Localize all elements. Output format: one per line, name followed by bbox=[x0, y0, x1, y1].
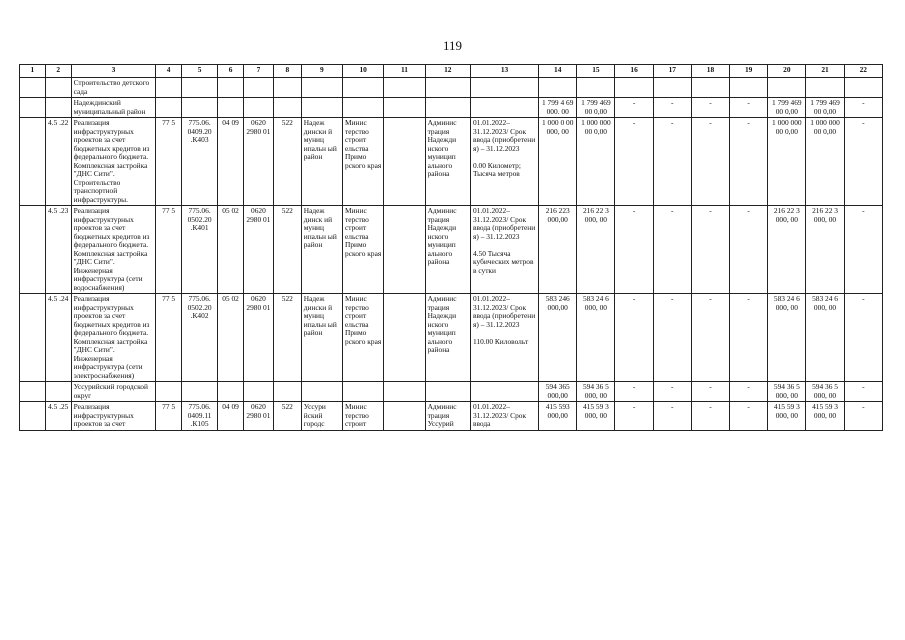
table-cell: 0620 2980 01 bbox=[243, 118, 273, 206]
table-cell: 05 02 bbox=[218, 206, 244, 294]
table-cell bbox=[384, 294, 425, 382]
table-cell bbox=[243, 78, 273, 98]
table-cell: Строительство детского сада bbox=[71, 78, 156, 98]
header-cell: 20 bbox=[768, 65, 806, 78]
table-cell: - bbox=[615, 98, 653, 118]
table-cell: 522 bbox=[273, 118, 301, 206]
table-cell bbox=[470, 78, 538, 98]
table-cell: Реализация инфраструктурных проектов за счет bbox=[71, 402, 156, 431]
page-number: 119 bbox=[442, 38, 463, 53]
table-cell: 77 5 bbox=[156, 294, 182, 382]
header-row bbox=[20, 65, 883, 78]
table-cell: Уссури йский городс bbox=[301, 402, 342, 431]
header-cell: 3 bbox=[71, 65, 156, 78]
table-cell: - bbox=[844, 118, 882, 206]
table-cell: 01.01.2022– 31.12.2023/ Срок ввода bbox=[470, 402, 538, 431]
table-cell bbox=[730, 78, 768, 98]
header-cell: 10 bbox=[343, 65, 384, 78]
table-cell: 1 000 0 00 000, 00 bbox=[539, 118, 577, 206]
table-row bbox=[20, 294, 883, 382]
table-cell bbox=[45, 78, 71, 98]
table-cell: Админис трация Надежди нского муницип ального района bbox=[425, 118, 470, 206]
table-cell: 4.5 .23 bbox=[45, 206, 71, 294]
budget-table bbox=[19, 64, 883, 431]
table-cell: 583 246 000,00 bbox=[539, 294, 577, 382]
table-cell: Реализация инфраструктурных проектов за счет бюджетных кредитов из федерального бюджета. Комплексная застройка "ДНС Сити". Строительство транспортной инфраструктуры. bbox=[71, 118, 156, 206]
table-cell bbox=[425, 98, 470, 118]
table-cell bbox=[384, 118, 425, 206]
table-cell bbox=[384, 98, 425, 118]
table-cell bbox=[768, 78, 806, 98]
table-cell bbox=[343, 382, 384, 402]
table-cell bbox=[539, 78, 577, 98]
table-cell: 01.01.2022– 31.12.2023/ Срок ввода (приобретени я) – 31.12.2023 4.50 Тысяча кубических метров в сутки bbox=[470, 206, 538, 294]
table-cell bbox=[844, 78, 882, 98]
table-cell bbox=[577, 78, 615, 98]
table-cell: - bbox=[730, 98, 768, 118]
table-cell: 0620 2980 01 bbox=[243, 206, 273, 294]
table-cell: 216 22 3 000, 00 bbox=[806, 206, 844, 294]
header-cell: 16 bbox=[615, 65, 653, 78]
table-cell: 0620 2980 01 bbox=[243, 294, 273, 382]
table-cell: - bbox=[615, 382, 653, 402]
table-cell: - bbox=[730, 382, 768, 402]
header-cell: 7 bbox=[243, 65, 273, 78]
table-cell: 4.5 .24 bbox=[45, 294, 71, 382]
table-cell: 0620 2980 01 bbox=[243, 402, 273, 431]
table-cell bbox=[243, 98, 273, 118]
table-cell: 04 09 bbox=[218, 402, 244, 431]
header-cell: 22 bbox=[844, 65, 882, 78]
table-cell bbox=[425, 78, 470, 98]
table-cell bbox=[20, 206, 46, 294]
table-cell: 594 365 000,00 bbox=[539, 382, 577, 402]
table-cell bbox=[301, 98, 342, 118]
table-cell: - bbox=[844, 294, 882, 382]
header-cell: 8 bbox=[273, 65, 301, 78]
table-cell: 1 799 469 00 0,00 bbox=[768, 98, 806, 118]
table-cell bbox=[301, 382, 342, 402]
table-cell: Надеж дински й муниц ипальн ый район bbox=[301, 118, 342, 206]
table-cell: - bbox=[691, 98, 729, 118]
header-cell: 18 bbox=[691, 65, 729, 78]
table-cell bbox=[156, 98, 182, 118]
table-cell: 1 000 000 00 0,00 bbox=[768, 118, 806, 206]
table-cell: Надеж динск ий муниц ипальн ый район bbox=[301, 206, 342, 294]
table-cell: - bbox=[653, 294, 691, 382]
table-cell: 1 799 469 00 0,00 bbox=[577, 98, 615, 118]
table-cell: 594 36 5 000, 00 bbox=[806, 382, 844, 402]
header-cell: 12 bbox=[425, 65, 470, 78]
table-cell: Надеж дински й муниц ипальн ый район bbox=[301, 294, 342, 382]
table-cell: Админис трация Уссурий bbox=[425, 402, 470, 431]
table-cell: 05 02 bbox=[218, 294, 244, 382]
table-row bbox=[20, 402, 883, 431]
table-cell: 775.06. 0409.20 .К403 bbox=[182, 118, 218, 206]
table-cell bbox=[20, 78, 46, 98]
table-cell: - bbox=[730, 206, 768, 294]
header-cell: 4 bbox=[156, 65, 182, 78]
table-cell: 415 59 3 000, 00 bbox=[768, 402, 806, 431]
header-cell: 11 bbox=[384, 65, 425, 78]
table-cell bbox=[218, 382, 244, 402]
table-cell: 4.5 .22 bbox=[45, 118, 71, 206]
table-cell: Реализация инфраструктурных проектов за счет бюджетных кредитов из федерального бюджета. Комплексная застройка "ДНС Сити". Инженерная инфраструктура (сети водоснабжения) bbox=[71, 206, 156, 294]
table-cell bbox=[691, 78, 729, 98]
table-cell: 01.01.2022– 31.12.2023/ Срок ввода (приобретени я) – 31.12.2023 0.00 Километр; Тысяча метров bbox=[470, 118, 538, 206]
table-cell: 1 000 000 00 0,00 bbox=[806, 118, 844, 206]
table-cell bbox=[425, 382, 470, 402]
table-cell bbox=[45, 382, 71, 402]
header-cell: 6 bbox=[218, 65, 244, 78]
table-cell bbox=[384, 402, 425, 431]
table-cell: 415 593 000,00 bbox=[539, 402, 577, 431]
header-cell: 9 bbox=[301, 65, 342, 78]
table-cell bbox=[156, 382, 182, 402]
table-cell: 522 bbox=[273, 294, 301, 382]
table-cell bbox=[343, 98, 384, 118]
table-cell: - bbox=[730, 118, 768, 206]
table-cell: - bbox=[730, 294, 768, 382]
table-cell: Админис трация Надежди нского муницип ального района bbox=[425, 294, 470, 382]
table-cell: 775.06. 0502.20 .К402 bbox=[182, 294, 218, 382]
table-cell: 77 5 bbox=[156, 402, 182, 431]
table-cell bbox=[182, 78, 218, 98]
table-cell bbox=[182, 382, 218, 402]
table-cell bbox=[243, 382, 273, 402]
table-row bbox=[20, 206, 883, 294]
table-cell: 583 24 6 000, 00 bbox=[768, 294, 806, 382]
header-cell: 1 bbox=[20, 65, 46, 78]
table-cell bbox=[273, 382, 301, 402]
table-cell bbox=[156, 78, 182, 98]
table-cell bbox=[20, 402, 46, 431]
table-cell: 1 799 4 69 000. 00 bbox=[539, 98, 577, 118]
table-cell bbox=[615, 78, 653, 98]
table-cell: 77 5 bbox=[156, 118, 182, 206]
table-cell: - bbox=[844, 402, 882, 431]
table-cell: Минис терство строит ельства Примо рского края bbox=[343, 206, 384, 294]
table-cell: - bbox=[615, 118, 653, 206]
table-cell bbox=[301, 78, 342, 98]
table-cell: - bbox=[691, 118, 729, 206]
table-cell bbox=[20, 98, 46, 118]
header-cell: 19 bbox=[730, 65, 768, 78]
table-row bbox=[20, 78, 883, 98]
table-cell bbox=[653, 78, 691, 98]
table-cell: 415 59 3 000, 00 bbox=[806, 402, 844, 431]
table-cell bbox=[343, 78, 384, 98]
table-cell: - bbox=[844, 98, 882, 118]
table-cell bbox=[806, 78, 844, 98]
table-cell: - bbox=[730, 402, 768, 431]
table-cell bbox=[470, 382, 538, 402]
table-cell: 216 223 000,00 bbox=[539, 206, 577, 294]
table-cell: - bbox=[844, 382, 882, 402]
header-cell: 21 bbox=[806, 65, 844, 78]
table-row bbox=[20, 382, 883, 402]
table-cell: 594 36 5 000, 00 bbox=[768, 382, 806, 402]
table-cell: - bbox=[691, 206, 729, 294]
table-cell bbox=[20, 118, 46, 206]
table-cell: - bbox=[615, 294, 653, 382]
table-cell: - bbox=[653, 382, 691, 402]
table-cell: - bbox=[615, 402, 653, 431]
header-cell: 15 bbox=[577, 65, 615, 78]
table-cell: - bbox=[653, 206, 691, 294]
table-cell: - bbox=[653, 98, 691, 118]
table-cell: - bbox=[653, 118, 691, 206]
table-cell bbox=[384, 382, 425, 402]
table-cell bbox=[218, 98, 244, 118]
table-cell bbox=[20, 294, 46, 382]
table-cell: 583 24 6 000, 00 bbox=[577, 294, 615, 382]
header-cell: 14 bbox=[539, 65, 577, 78]
table-cell: 522 bbox=[273, 402, 301, 431]
header-cell: 2 bbox=[45, 65, 71, 78]
table-cell bbox=[384, 206, 425, 294]
table-cell: Надеждинский муниципальный район bbox=[71, 98, 156, 118]
table-cell bbox=[45, 98, 71, 118]
table-cell bbox=[273, 78, 301, 98]
table-cell bbox=[20, 382, 46, 402]
table-cell: - bbox=[691, 294, 729, 382]
table-cell: - bbox=[844, 206, 882, 294]
header-cell: 5 bbox=[182, 65, 218, 78]
table-cell: 77 5 bbox=[156, 206, 182, 294]
table-cell: 216 22 3 000, 00 bbox=[768, 206, 806, 294]
table-cell: 522 bbox=[273, 206, 301, 294]
table-cell: 01.01.2022– 31.12.2023/ Срок ввода (приобретени я) – 31.12.2023 110.00 Киловольт bbox=[470, 294, 538, 382]
header-cell: 13 bbox=[470, 65, 538, 78]
table-cell: 1 799 469 00 0,00 bbox=[806, 98, 844, 118]
table-cell: 775.06. 0409.11 .К105 bbox=[182, 402, 218, 431]
table-cell: Админис трация Надежди нского муницип ального района bbox=[425, 206, 470, 294]
table-cell: Реализация инфраструктурных проектов за счет бюджетных кредитов из федерального бюджета. Комплексная застройка "ДНС Сити". Инженерная инфраструктура (сети электроснабжения) bbox=[71, 294, 156, 382]
table-cell: - bbox=[691, 382, 729, 402]
table-cell: 1 000 000 00 0,00 bbox=[577, 118, 615, 206]
table-cell: 216 22 3 000, 00 bbox=[577, 206, 615, 294]
table-cell: Уссурийский городской округ bbox=[71, 382, 156, 402]
table-cell: 583 24 6 000, 00 bbox=[806, 294, 844, 382]
table-cell: 415 59 3 000, 00 bbox=[577, 402, 615, 431]
table-cell: 594 36 5 000, 00 bbox=[577, 382, 615, 402]
table-cell bbox=[182, 98, 218, 118]
table-cell bbox=[384, 78, 425, 98]
table-cell: - bbox=[653, 402, 691, 431]
table-cell: Минис терство строит bbox=[343, 402, 384, 431]
table-cell bbox=[218, 78, 244, 98]
header-cell: 17 bbox=[653, 65, 691, 78]
table-cell bbox=[470, 98, 538, 118]
table-cell: Минис терство строит ельства Примо рского края bbox=[343, 118, 384, 206]
table-cell: 775.06. 0502.20 .К401 bbox=[182, 206, 218, 294]
table-cell bbox=[273, 98, 301, 118]
table-cell: 4.5 .25 bbox=[45, 402, 71, 431]
table-cell: 04 09 bbox=[218, 118, 244, 206]
table-row bbox=[20, 98, 883, 118]
table-cell: - bbox=[691, 402, 729, 431]
table-cell: - bbox=[615, 206, 653, 294]
table-row bbox=[20, 118, 883, 206]
table-cell: Минис терство строит ельства Примо рского края bbox=[343, 294, 384, 382]
